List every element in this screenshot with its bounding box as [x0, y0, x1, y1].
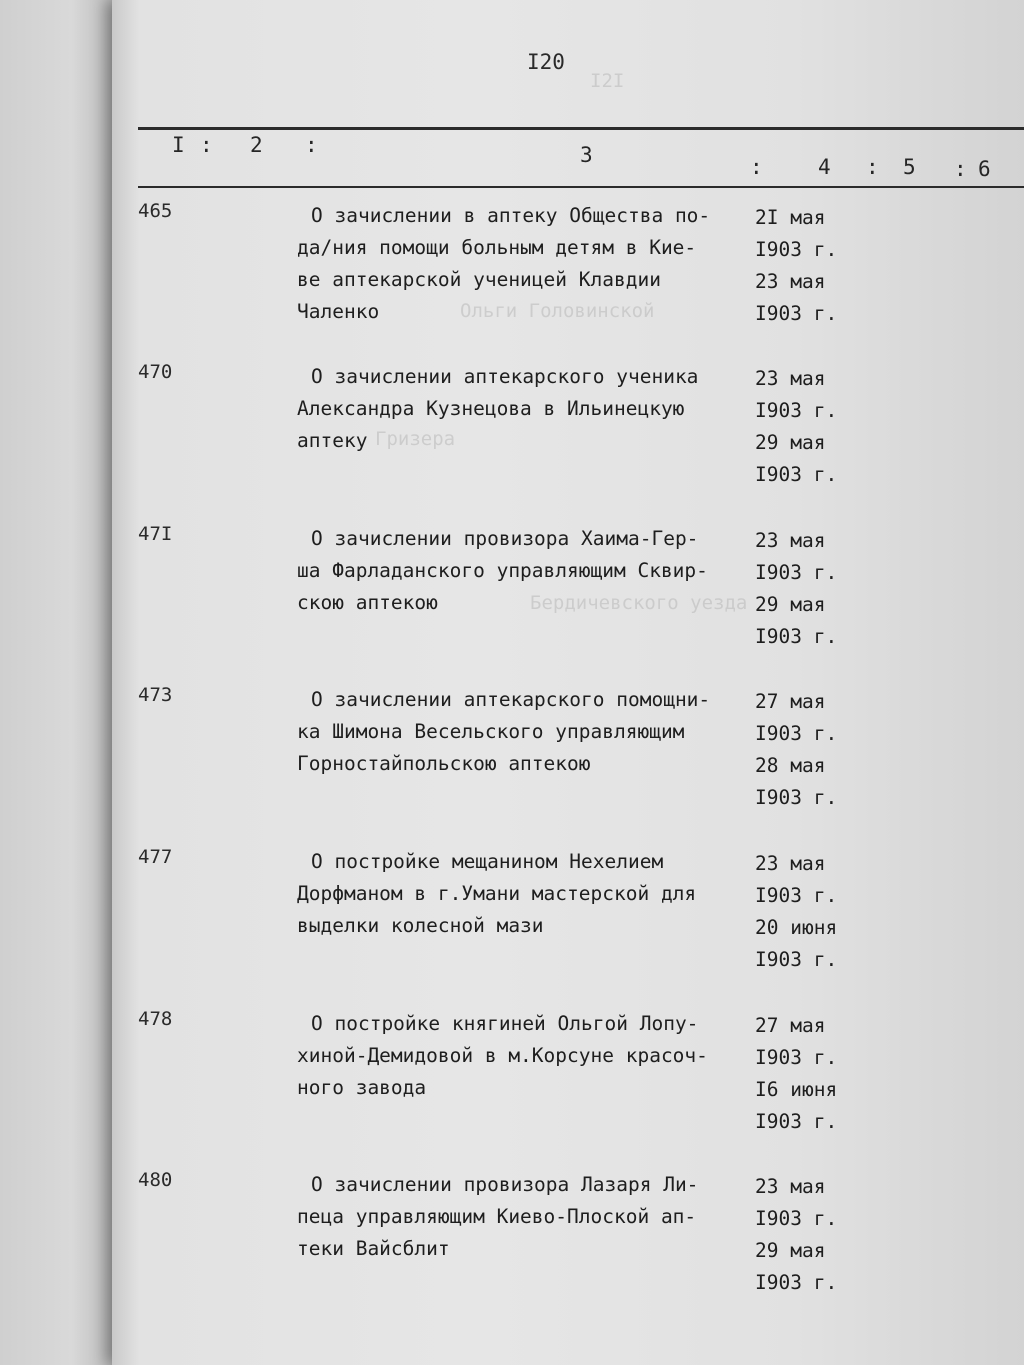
text-line: О зачислении аптекарского ученика [311, 365, 699, 388]
date-end-year: I903 г. [755, 948, 838, 971]
entry-description [297, 1008, 752, 1104]
column-header-row [168, 133, 1008, 181]
column-header-1: I [172, 133, 185, 157]
entry-dates [755, 202, 855, 330]
entry-number: 473 [138, 684, 173, 706]
bleed-through-text: Гризера [375, 428, 456, 450]
date-start: 23 мая [755, 852, 826, 875]
column-separator: : [750, 155, 763, 179]
entry-dates [755, 1010, 855, 1138]
date-end: 20 июня [755, 916, 838, 939]
entry-number: 465 [138, 200, 173, 222]
text-line: ка Шимона Весельского управляющим [297, 720, 685, 743]
date-end-year: I903 г. [755, 1110, 838, 1133]
date-end: 28 мая [755, 754, 826, 777]
entry-number: 480 [138, 1169, 173, 1191]
entry-number: 477 [138, 846, 173, 868]
date-start-year: I903 г. [755, 561, 838, 584]
column-header-2: 2 [250, 133, 263, 157]
text-line: Александра Кузнецова в Ильинецкую [297, 397, 685, 420]
date-start-year: I903 г. [755, 399, 838, 422]
entry-description [297, 684, 752, 780]
entry-number: 47I [138, 523, 173, 545]
entry-description [297, 1169, 752, 1265]
entry-number: 470 [138, 361, 173, 383]
date-end-year: I903 г. [755, 1271, 838, 1294]
text-line: ве аптекарской ученицей Клавдии [297, 268, 661, 291]
column-separator: : [305, 133, 318, 157]
text-line: выделки колесной мази [297, 914, 544, 937]
date-end: I6 июня [755, 1078, 838, 1101]
entry-dates [755, 686, 855, 814]
column-header-3: 3 [580, 143, 593, 167]
date-end-year: I903 г. [755, 625, 838, 648]
date-start: 27 мая [755, 690, 826, 713]
entry-description [297, 846, 752, 942]
column-header-4: 4 [818, 155, 831, 179]
date-end: 29 мая [755, 1239, 826, 1262]
bleed-through-text: I2I [590, 70, 625, 92]
date-start: 23 мая [755, 529, 826, 552]
date-start: 27 мая [755, 1014, 826, 1037]
entry-dates [755, 363, 855, 491]
page-number: I20 [527, 50, 565, 74]
text-line: О зачислении аптекарского помощни- [311, 688, 711, 711]
date-end: 23 мая [755, 270, 826, 293]
entry-description [297, 200, 752, 328]
text-line: ша Фарладанского управляющим Сквир- [297, 559, 708, 582]
date-start: 23 мая [755, 1175, 826, 1198]
date-start-year: I903 г. [755, 1207, 838, 1230]
text-line: О постройке мещанином Нехелием [311, 850, 664, 873]
column-header-6: 6 [978, 157, 991, 181]
text-line: Чаленко [297, 300, 380, 323]
entry-number: 478 [138, 1008, 173, 1030]
date-end-year: I903 г. [755, 463, 838, 486]
text-line: скою аптекою [297, 591, 438, 614]
facing-page-edge [0, 0, 130, 1365]
text-line: О зачислении провизора Лазаря Ли- [311, 1173, 699, 1196]
entry-description [297, 361, 752, 457]
text-line: теки Вайсблит [297, 1237, 450, 1260]
entry-dates [755, 848, 855, 976]
date-start-year: I903 г. [755, 722, 838, 745]
date-start: 23 мая [755, 367, 826, 390]
date-start-year: I903 г. [755, 238, 838, 261]
date-start-year: I903 г. [755, 884, 838, 907]
column-separator: : [954, 157, 967, 181]
text-line: ного завода [297, 1076, 427, 1099]
date-end: 29 мая [755, 593, 826, 616]
text-line: О зачислении провизора Хаима-Гер- [311, 527, 699, 550]
text-line: О постройке княгиней Ольгой Лопу- [311, 1012, 699, 1035]
text-line: да/ния помощи больным детям в Кие- [297, 236, 697, 259]
column-separator: : [866, 155, 879, 179]
text-line: Горностайпольскою аптекою [297, 752, 591, 775]
date-start: 2I мая [755, 206, 826, 229]
text-line: аптеку [297, 429, 368, 452]
text-line: Дорфманом в г.Умани мастерской для [297, 882, 697, 905]
date-start-year: I903 г. [755, 1046, 838, 1069]
entry-description [297, 523, 752, 619]
entry-dates [755, 1171, 855, 1299]
date-end-year: I903 г. [755, 302, 838, 325]
date-end-year: I903 г. [755, 786, 838, 809]
bleed-through-text: Бердичевского уезда [530, 592, 748, 614]
text-line: О зачислении в аптеку Общества по- [311, 204, 711, 227]
text-line: пеца управляющим Киево-Плоской ап- [297, 1205, 697, 1228]
column-header-5: 5 [903, 155, 916, 179]
header-rule-top [138, 127, 1024, 130]
header-rule-bottom [138, 186, 1024, 188]
entry-dates [755, 525, 855, 653]
date-end: 29 мая [755, 431, 826, 454]
column-separator: : [200, 133, 213, 157]
text-line: хиной-Демидовой в м.Корсуне красоч- [297, 1044, 708, 1067]
bleed-through-text: Ольги Головинской [460, 300, 655, 322]
